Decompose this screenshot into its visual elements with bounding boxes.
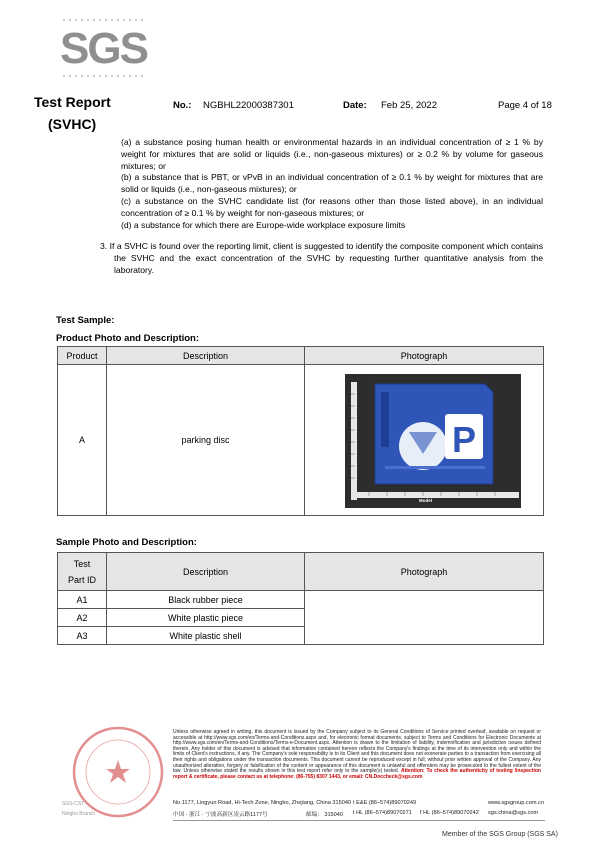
- footer-disclaimer: Unless otherwise agreed in writing, this document is issued by the Company subject to its General Conditions of Service printed overleaf, available on request or accessible at http://www.sgs.com/en/Terms-and-Conditions.aspx and, for electronic format documents, subject to Terms and Conditions for Electronic Documents at http://www.sgs.com/en/Terms-and-Conditions/Terms-e-Document.aspx. Attention is drawn to the limitation of liability, indemnification and jurisdiction issues defined therein. Any holder of this document is advised that information contained hereon reflects the Company's findings at the time of its intervention only and within the limits of Client's instructions, if any. The Company's sole responsibility is to its Client and this document does not exonerate parties to a transaction from exercising all their rights and obligations under the transaction documents. This document cannot be reproduced except in full, without prior written approval of the Company. Any unauthorized alteration, forgery or falsification of the content or appearance of this document is unlawful and offenders may be prosecuted to the fullest extent of the law. Unless otherwise stated the results shown in this test report refer only to the sample(s) tested. Attention: To check the authenticity of testing /inspection report & certificate, please contact us at telephone: (86-755) 8307 1443, or email: CN.Doccheck@sgs.com: [173, 729, 541, 780]
- member-note: Member of the SGS Group (SGS SA): [442, 831, 558, 838]
- product-photo: [345, 374, 521, 508]
- col-header-description: Description: [107, 347, 305, 365]
- cell-part-id: A3: [58, 627, 107, 645]
- stamp-caption: SGS-CST: [62, 801, 85, 807]
- sgs-logo: [60, 14, 150, 84]
- parking-disc-image: [345, 374, 521, 508]
- table-row: [58, 591, 544, 609]
- disc-letter: P: [451, 419, 477, 460]
- stamp-seal-icon: [70, 724, 166, 820]
- footer-divider: [173, 820, 545, 821]
- cell-description: White plastic piece: [107, 609, 305, 627]
- cell-description: Black rubber piece: [107, 591, 305, 609]
- sample-table: [57, 552, 544, 645]
- cell-description: parking disc: [107, 365, 305, 516]
- product-section-title: Product Photo and Description:: [56, 333, 200, 344]
- criteria-item: (d) a substance for which there are Europe-wide workplace exposure limits: [121, 219, 406, 230]
- logo-text: SGS: [60, 24, 147, 73]
- col-header-photograph: Photograph: [305, 347, 544, 365]
- report-subtitle: (SVHC): [48, 116, 97, 132]
- stamp-caption-2: Ningbo Branch: [62, 811, 96, 817]
- report-title: Test Report: [34, 94, 111, 110]
- report-no-label: No.:: [173, 100, 192, 111]
- test-sample-title: Test Sample:: [56, 315, 115, 326]
- col-header-part-id: Test Part ID: [58, 553, 107, 591]
- official-stamp: [70, 724, 166, 820]
- photo-caption: Model: [419, 498, 432, 503]
- address-en: No.1177, Lingyun Road, Hi-Tech Zone, Ningbo, Zhejiang, China 315040: [173, 800, 352, 806]
- website-link[interactable]: www.sgsgroup.com.cn: [488, 800, 544, 806]
- tel-en: t E&E (86–574)89070249: [353, 800, 417, 806]
- cell-description: White plastic shell: [107, 627, 305, 645]
- tel-cn: t HL (86–574)89070271: [353, 810, 412, 816]
- postcode-cn: 邮编： 315040: [306, 812, 344, 818]
- date-value: Feb 25, 2022: [381, 100, 437, 111]
- criteria-item: (a) a substance posing human health or environmental hazards in an individual concentration of ≥ 1 % by weight for mixtures that are solid or liquids (i.e., non-gaseous mixtures) or ≥ 0.2 % by volume for gaseous mixtures; or: [121, 137, 543, 171]
- cell-product: A: [58, 365, 107, 516]
- criteria-list: [121, 137, 543, 231]
- cell-part-id: A1: [58, 591, 107, 609]
- report-no-value: NGBHL22000387301: [203, 100, 294, 111]
- page-number: Page 4 of 18: [498, 100, 552, 111]
- cell-part-id: A2: [58, 609, 107, 627]
- fax-cn: f HL (86–574)89070242: [420, 810, 479, 816]
- criteria-item: (b) a substance that is PBT, or vPvB in an individual concentration of ≥ 0.1 % by weight for mixtures that are solid or liquids (i.e., non-gaseous mixtures); or: [121, 172, 543, 195]
- note-3: 3. If a SVHC is found over the reporting limit, client is suggested to identify the composite component which contains the SVHC and the exact concentration of the SVHC by requesting further quantitative analysis from the laboratory.: [100, 241, 543, 275]
- date-label: Date:: [343, 100, 367, 111]
- email-link[interactable]: sgs.china@sgs.com: [488, 810, 539, 816]
- cell-photo: [305, 591, 544, 645]
- col-header-product: Product: [58, 347, 107, 365]
- col-header-description: Description: [107, 553, 305, 591]
- address-cn: 中国 · 浙江 · 宁波高新区凌云路1177号: [173, 812, 268, 818]
- col-header-photograph: Photograph: [305, 553, 544, 591]
- authenticity-note: Attention: To check the authenticity of testing /inspection report & certificate, please contact us at telephone: (86-755) 8307 1443, or email: CN.Doccheck@sgs.com: [173, 768, 541, 780]
- sample-section-title: Sample Photo and Description:: [56, 537, 197, 548]
- criteria-item: (c) a substance on the SVHC candidate list (for reasons other than those listed above), in an individual concentration of ≥ 0.1 % by weight for non-gaseous mixtures; or: [121, 195, 543, 218]
